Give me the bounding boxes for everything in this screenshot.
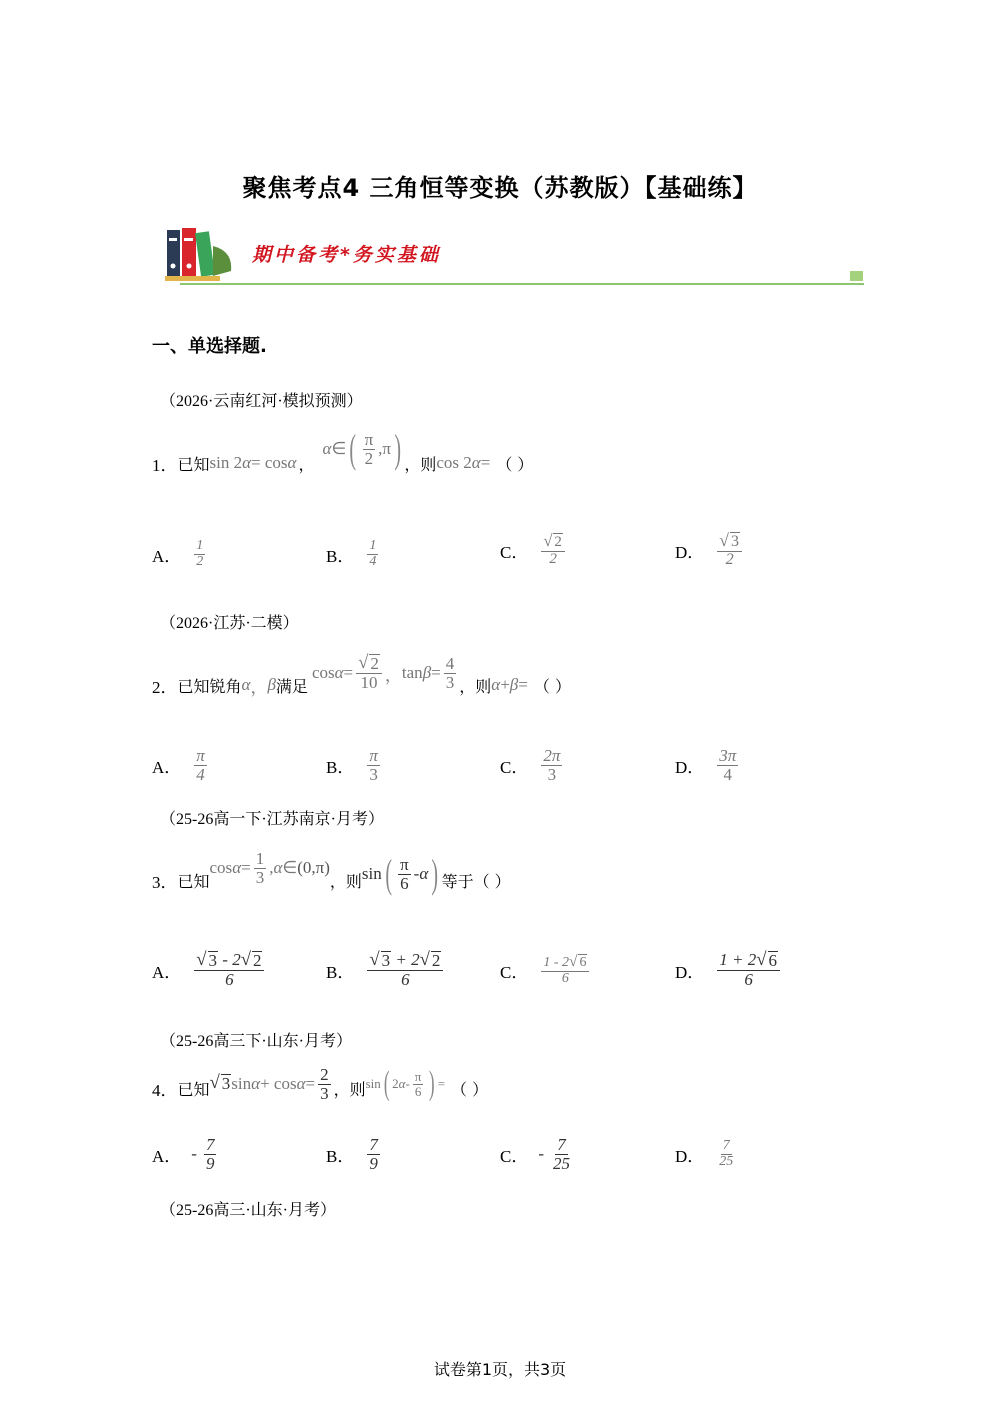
question-1: 1． 已知 sin 2 α = cos α ， α ∈ ( $\frac{\pi}{2}$ ,π ) ，则 cos 2 α = （ ） <box>152 426 534 475</box>
math-expression: α ， β <box>241 675 276 697</box>
math-expression: √ 3 sin α + cos α = $\frac{2}{3}$ <box>209 1064 329 1103</box>
option-a[interactable]: A． $\frac{\pi}{4}$ <box>152 745 205 784</box>
math-expression: sin 2 α = cos α <box>209 453 297 472</box>
option-a[interactable]: A． $\frac{1}{2}$ <box>152 537 204 569</box>
banner-divider <box>180 283 864 285</box>
question-4: 4． 已知 √ 3 sin α + cos α = $\frac{2}{3}$ ，则 sin ( 2 α - $\frac{\pi}{6}$ ) = （ ） <box>152 1064 489 1103</box>
math-expression: cos 2 α = <box>436 453 491 472</box>
section-heading: 一、单选择题. <box>152 336 267 357</box>
page-footer: 试卷第1页，共3页 <box>433 1360 567 1379</box>
option-b[interactable]: B． $\frac{1}{4}$ <box>326 537 377 569</box>
option-d[interactable]: D． $\frac{7}{25}$ <box>675 1137 734 1169</box>
option-c[interactable]: C． 1 - 2 √ 6 6 <box>500 935 592 1005</box>
option-c[interactable]: C． - $\frac{7}{25}$ <box>500 1134 571 1173</box>
option-b[interactable]: B． √ 3 + 2 √ 2 6 <box>326 935 446 1005</box>
question-3: 3． 已知 cos α = $\frac{1}{3}$ , α ∈ (0,π) ，则 sin ( $\frac{\pi}{6}$ - α ) 等于（ ） <box>152 848 511 896</box>
option-a[interactable]: A． - $\frac{7}{9}$ <box>152 1134 215 1173</box>
math-expression: sin ( $\frac{\pi}{6}$ - α ) <box>361 851 439 896</box>
question-source: （25-26高三下·山东·月考） <box>160 1033 352 1050</box>
banner-square <box>850 271 863 281</box>
question-source: （2026·云南红河·模拟预测） <box>160 393 363 410</box>
math-expression: α + β = <box>491 675 528 694</box>
option-d[interactable]: D． 1 + 2 √ 6 6 <box>675 935 783 1005</box>
math-expression: cos α = √ 2 10 ， tan β = $\frac{4}{3}$ <box>311 651 455 693</box>
option-b[interactable]: B． $\frac{\pi}{3}$ <box>326 745 378 784</box>
option-c[interactable]: C． $\frac{2\pi}{3}$ <box>500 745 561 784</box>
question-source: （25-26高三·山东·月考） <box>160 1202 336 1219</box>
math-expression: sin ( 2 α - $\frac{\pi}{6}$ ) = <box>365 1065 446 1102</box>
math-expression: α ∈ ( $\frac{\pi}{2}$ ,π ) <box>322 426 402 471</box>
question-2: 2． 已知锐角 α ， β 满足 cos α = √ 2 10 ， tan β = $\frac{4}{3}$ ，则 α + β = （ ） <box>152 651 571 697</box>
option-d[interactable]: D． √ 3 2 <box>675 514 745 586</box>
option-d[interactable]: D． $\frac{3\pi}{4}$ <box>675 745 737 784</box>
option-a[interactable]: A． √ 3 - 2 √ 2 6 <box>152 935 267 1005</box>
math-expression: cos α = $\frac{1}{3}$ , α ∈ (0,π) <box>209 848 330 887</box>
banner-text: 期中备考*务实基础 <box>252 244 441 266</box>
option-b[interactable]: B． $\frac{7}{9}$ <box>326 1134 378 1173</box>
option-c[interactable]: C． √ 2 2 <box>500 514 568 586</box>
page-title: 聚焦考点4 三角恒等变换（苏教版）【基础练】 <box>242 174 758 202</box>
question-source: （2026·江苏·二模） <box>160 615 299 632</box>
question-source: （25-26高一下·江苏南京·月考） <box>160 811 384 828</box>
